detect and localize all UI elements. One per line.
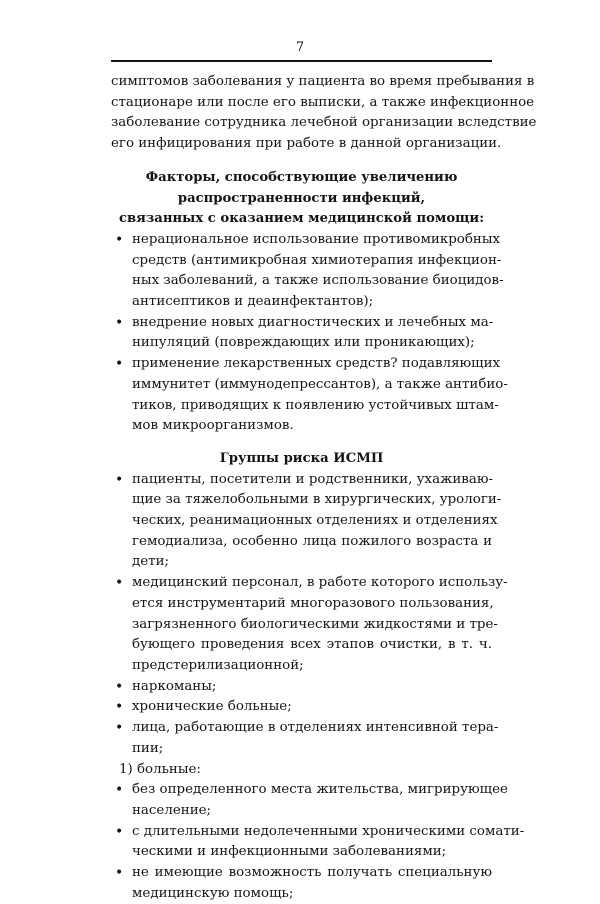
page-body bbox=[111, 72, 537, 904]
text-line: ческих, реанимационных отделениях и отделениях bbox=[132, 513, 498, 529]
text-line: • внедрение новых диагностических и лечебных ма- bbox=[132, 314, 494, 330]
text-line: симптомов заболевания у пациента во время пребывания в bbox=[111, 74, 535, 89]
text-line: • лица, работающие в отделениях интенсивной тера- bbox=[132, 720, 499, 736]
factor-item bbox=[111, 354, 508, 437]
risk-group-item bbox=[111, 573, 508, 677]
text-line: население; bbox=[132, 802, 212, 818]
text-line: стационаре или после его выписки, а также инфекционное bbox=[111, 94, 535, 110]
text-line: • не имеющие возможность получать специальную bbox=[132, 865, 492, 881]
text-line: • пациенты, посетители и родственники, ухаживаю- bbox=[132, 471, 494, 487]
text-line: ных заболеваний, а также использование биоцидов- bbox=[132, 273, 504, 289]
text-line: тиков, приводящих к появлению устойчивых штам- bbox=[132, 397, 499, 413]
heading-line: связанных с оказанием медицинской помощи: bbox=[118, 211, 485, 227]
factor-item bbox=[111, 313, 492, 354]
heading-line: Группы риска ИСМП bbox=[219, 450, 384, 466]
text-line: ческими и инфекционными заболеваниями; bbox=[132, 844, 447, 860]
text-line: загрязненного биологическими жидкостями и тре- bbox=[132, 616, 498, 632]
risk-group-item bbox=[111, 677, 492, 698]
text-line: предстерилизационной; bbox=[132, 657, 304, 673]
text-line: заболевание сотрудника лечебной организации вследствие bbox=[111, 115, 537, 131]
text-line: • хронические больные; bbox=[132, 699, 292, 715]
risk-group-item bbox=[111, 718, 499, 759]
text-line: 1) больные: bbox=[119, 761, 201, 777]
text-line: антисептиков и деаинфектантов); bbox=[132, 294, 374, 310]
patients-sublist bbox=[111, 780, 525, 904]
text-line: пии; bbox=[132, 740, 164, 756]
text-line: нипуляций (повреждающих или проникающих); bbox=[132, 335, 475, 351]
text-line: • нерациональное использование противомикробных bbox=[132, 231, 501, 247]
factors-list bbox=[111, 230, 508, 437]
text-line: медицинскую помощь; bbox=[132, 885, 294, 901]
factors-heading bbox=[111, 168, 492, 230]
numbered-item bbox=[111, 760, 492, 781]
text-line: щие за тяжелобольными в хирургических, урологи- bbox=[132, 492, 502, 508]
intro-paragraph bbox=[111, 72, 537, 155]
text-line: бующего проведения всех этапов очистки, в т. ч. bbox=[132, 637, 492, 653]
risk-groups-heading bbox=[111, 449, 492, 470]
text-line: • медицинский персонал, в работе которого использу- bbox=[132, 575, 508, 591]
page-number: 7 bbox=[295, 40, 305, 55]
text-line: средств (антимикробная химиотерапия инфекцион- bbox=[132, 252, 502, 268]
text-line: • применение лекарственных средств? подавляющих bbox=[132, 356, 501, 372]
heading-line: распространенности инфекций, bbox=[177, 190, 426, 206]
patient-subgroup-item bbox=[111, 863, 492, 904]
risk-groups-list bbox=[111, 470, 508, 760]
risk-group-item bbox=[111, 470, 502, 574]
text-line: • наркоманы; bbox=[132, 678, 217, 694]
text-line: дети; bbox=[132, 554, 170, 570]
text-line: • без определенного места жительства, мигрирующее bbox=[132, 782, 508, 798]
patient-subgroup-item bbox=[111, 780, 508, 821]
heading-line: Факторы, способствующие увеличению bbox=[145, 169, 458, 185]
text-line: его инфицирования при работе в данной организации. bbox=[111, 136, 502, 152]
text-line: иммунитет (иммунодепрессантов), а также антибио- bbox=[132, 376, 508, 392]
header-rule bbox=[111, 60, 492, 62]
factor-item bbox=[111, 230, 504, 313]
risk-group-item bbox=[111, 697, 492, 718]
text-line: гемодиализа, особенно лица пожилого возраста и bbox=[132, 533, 492, 549]
text-line: ется инструментарий многоразового пользования, bbox=[132, 595, 494, 611]
patient-subgroup-item bbox=[111, 822, 525, 863]
text-line: • с длительными недолеченными хроническими сомати- bbox=[132, 823, 525, 839]
text-line: мов микроорганизмов. bbox=[132, 418, 294, 434]
